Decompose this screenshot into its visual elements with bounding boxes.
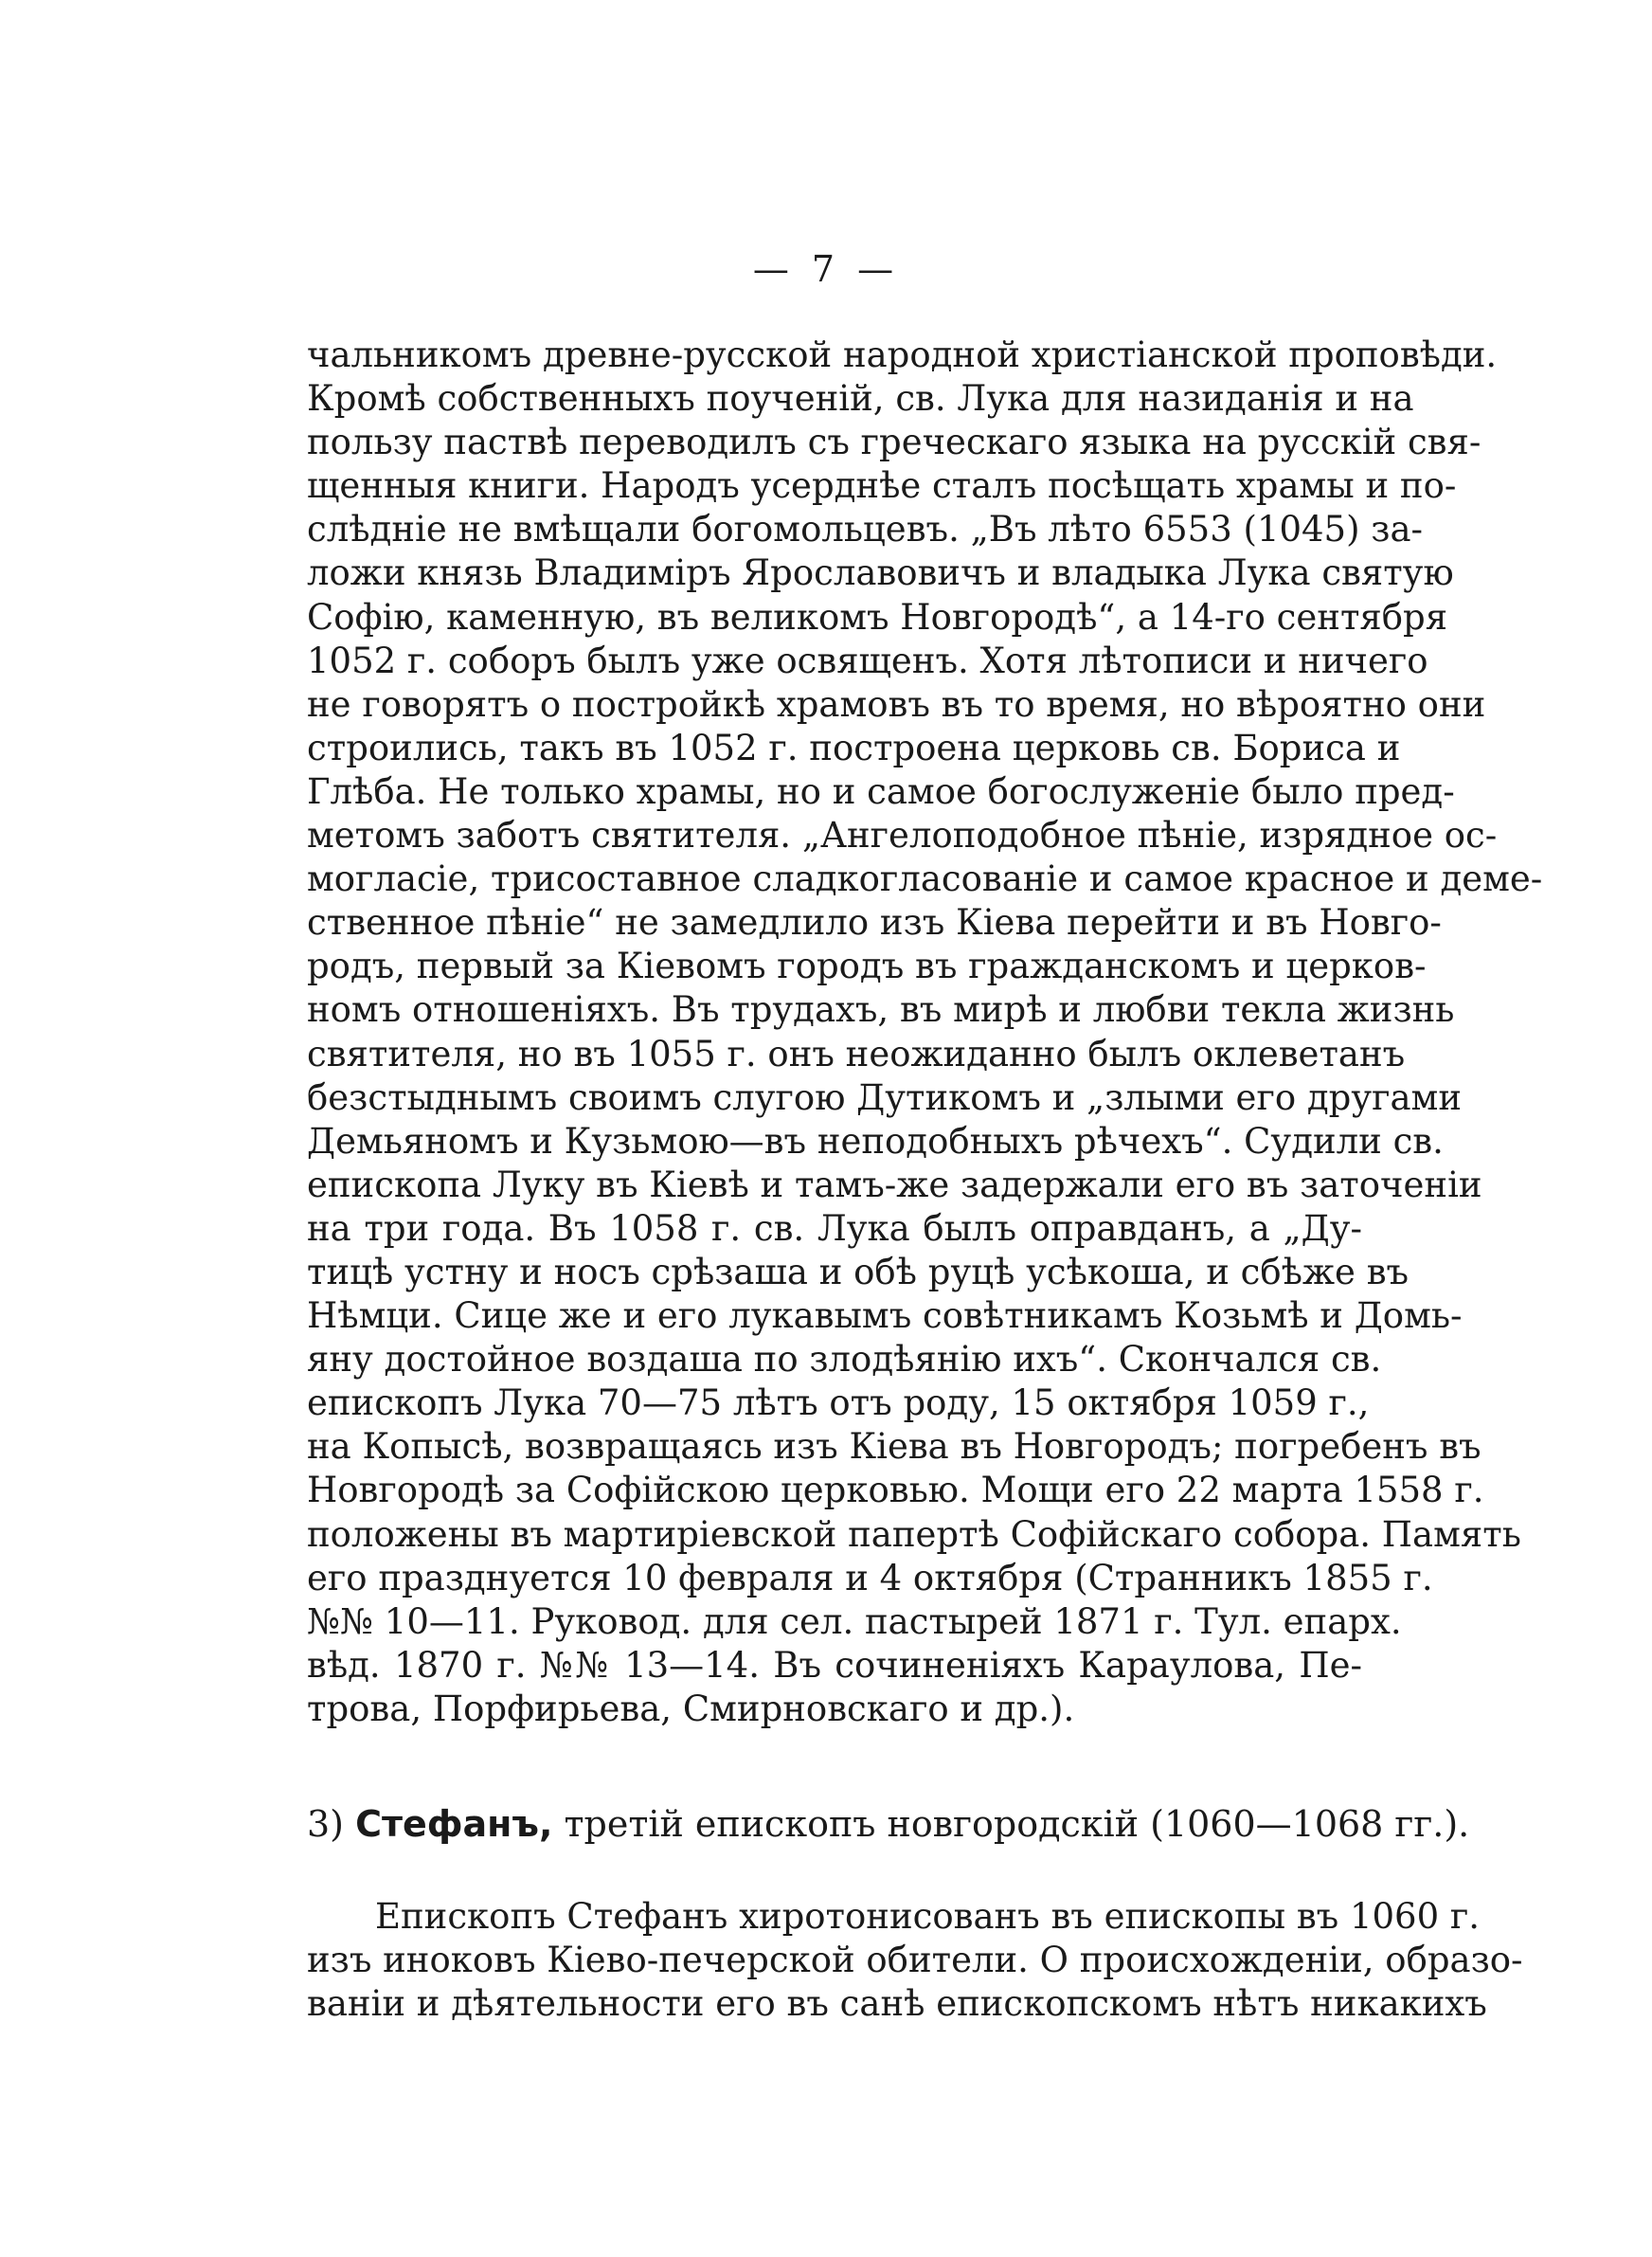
text-line: Нѣмци. Сице же и его лукавымъ совѣтникамъ Козьмѣ и Домь- [307,1295,1463,1337]
text-line: трова, Порфирьева, Смирновскаго и др.). [307,1688,1075,1729]
text-line: родъ, первый за Кіевомъ городъ въ гражданскомъ и церков- [307,946,1427,987]
text-line: щенныя книги. Народъ усерднѣе сталъ посѣщать храмы и по- [307,465,1457,507]
text-line: строились, такъ въ 1052 г. построена церковь св. Бориса и [307,727,1401,768]
text-line: пользу паствѣ переводилъ съ греческаго языка на русскій свя- [307,422,1481,463]
text-line: №№ 10—11. Руковод. для сел. пастырей 1871 г. Тул. епарх. [307,1600,1402,1642]
text-line: Демьяномъ и Кузьмою—въ неподобныхъ рѣчехъ“. Судили св. [307,1120,1444,1162]
text-line: епископа Луку въ Кіевѣ и тамъ-же задержали его въ заточеніи [307,1164,1482,1205]
text-line: на Копысѣ, возвращаясь изъ Кіева въ Новгородъ; погребенъ въ [307,1426,1481,1468]
text-line: ственное пѣніе“ не замедлило изъ Кіева перейти и въ Новго- [307,902,1442,944]
text-line: метомъ заботъ святителя. „Ангелоподобное пѣніе, изрядное ос- [307,815,1498,857]
text-line: Глѣба. Не только храмы, но и самое богослуженіе было пред- [307,770,1455,812]
text-line: могласіе, трисоставное сладкогласованіе и самое красное и деме- [307,858,1543,900]
section-name: Стефанъ, [355,1803,553,1845]
section-number: 3) [307,1803,345,1845]
text-line: номъ отношеніяхъ. Въ трудахъ, въ мирѣ и любви текла жизнь [307,989,1455,1031]
text-line: не говорятъ о постройкѣ храмовъ въ то время, но вѣроятно они [307,683,1486,725]
text-line: Софію, каменную, въ великомъ Новгородѣ“, а 14-го сентября [307,596,1448,638]
text-line: 1052 г. соборъ былъ уже освященъ. Хотя лѣтописи и ничего [307,640,1428,681]
text-line: его празднуется 10 февраля и 4 октября (Странникъ 1855 г. [307,1557,1433,1598]
text-line: вѣд. 1870 г. №№ 13—14. Въ сочиненіяхъ Караулова, Пе- [307,1644,1362,1686]
section-subtitle: третій епископъ новгородскій (1060—1068 гг.). [564,1803,1470,1845]
section-heading-stefan [307,1800,1470,1848]
text-line: чальникомъ древне-русской народной христіанской проповѣди. [307,334,1498,375]
text-line: ваніи и дѣятельности его въ санѣ епископскомъ нѣтъ никакихъ [307,1983,1487,2025]
text-line: епископъ Лука 70—75 лѣтъ отъ роду, 15 октября 1059 г., [307,1382,1370,1424]
text-line: положены въ мартиріевской папертѣ Софійскаго собора. Память [307,1513,1521,1555]
text-line: тицѣ устну и носъ срѣзаша и обѣ руцѣ усѣкоша, и сбѣже въ [307,1251,1410,1292]
text-line: ложи князь Владиміръ Ярославовичъ и владыка Лука святую [307,552,1454,594]
paragraph-stefan-biography [307,1895,1523,2026]
text-line: Епископъ Стефанъ хиротонисованъ въ епископы въ 1060 г. [375,1896,1481,1937]
text-line: слѣдніе не вмѣщали богомольцевъ. „Въ лѣто 6553 (1045) за- [307,509,1424,551]
paragraph-luka-biography [307,334,1543,1731]
text-line: святителя, но въ 1055 г. онъ неожиданно былъ оклеветанъ [307,1033,1406,1074]
text-line: на три года. Въ 1058 г. св. Лука былъ оправданъ, а „Ду- [307,1207,1362,1249]
text-line: Кромѣ собственныхъ поученій, св. Лука для назиданія и на [307,378,1414,420]
text-line: безстыднымъ своимъ слугою Дутикомъ и „злыми его другами [307,1076,1462,1118]
text-line: Новгородѣ за Софійскою церковью. Мощи его 22 марта 1558 г. [307,1470,1484,1511]
text-line: яну достойное воздаша по злодѣянію ихъ“. Скончался св. [307,1339,1382,1381]
page-number: — 7 — [752,248,900,290]
text-line: изъ иноковъ Кіево-печерской обители. О происхожденіи, образо- [307,1940,1523,1981]
